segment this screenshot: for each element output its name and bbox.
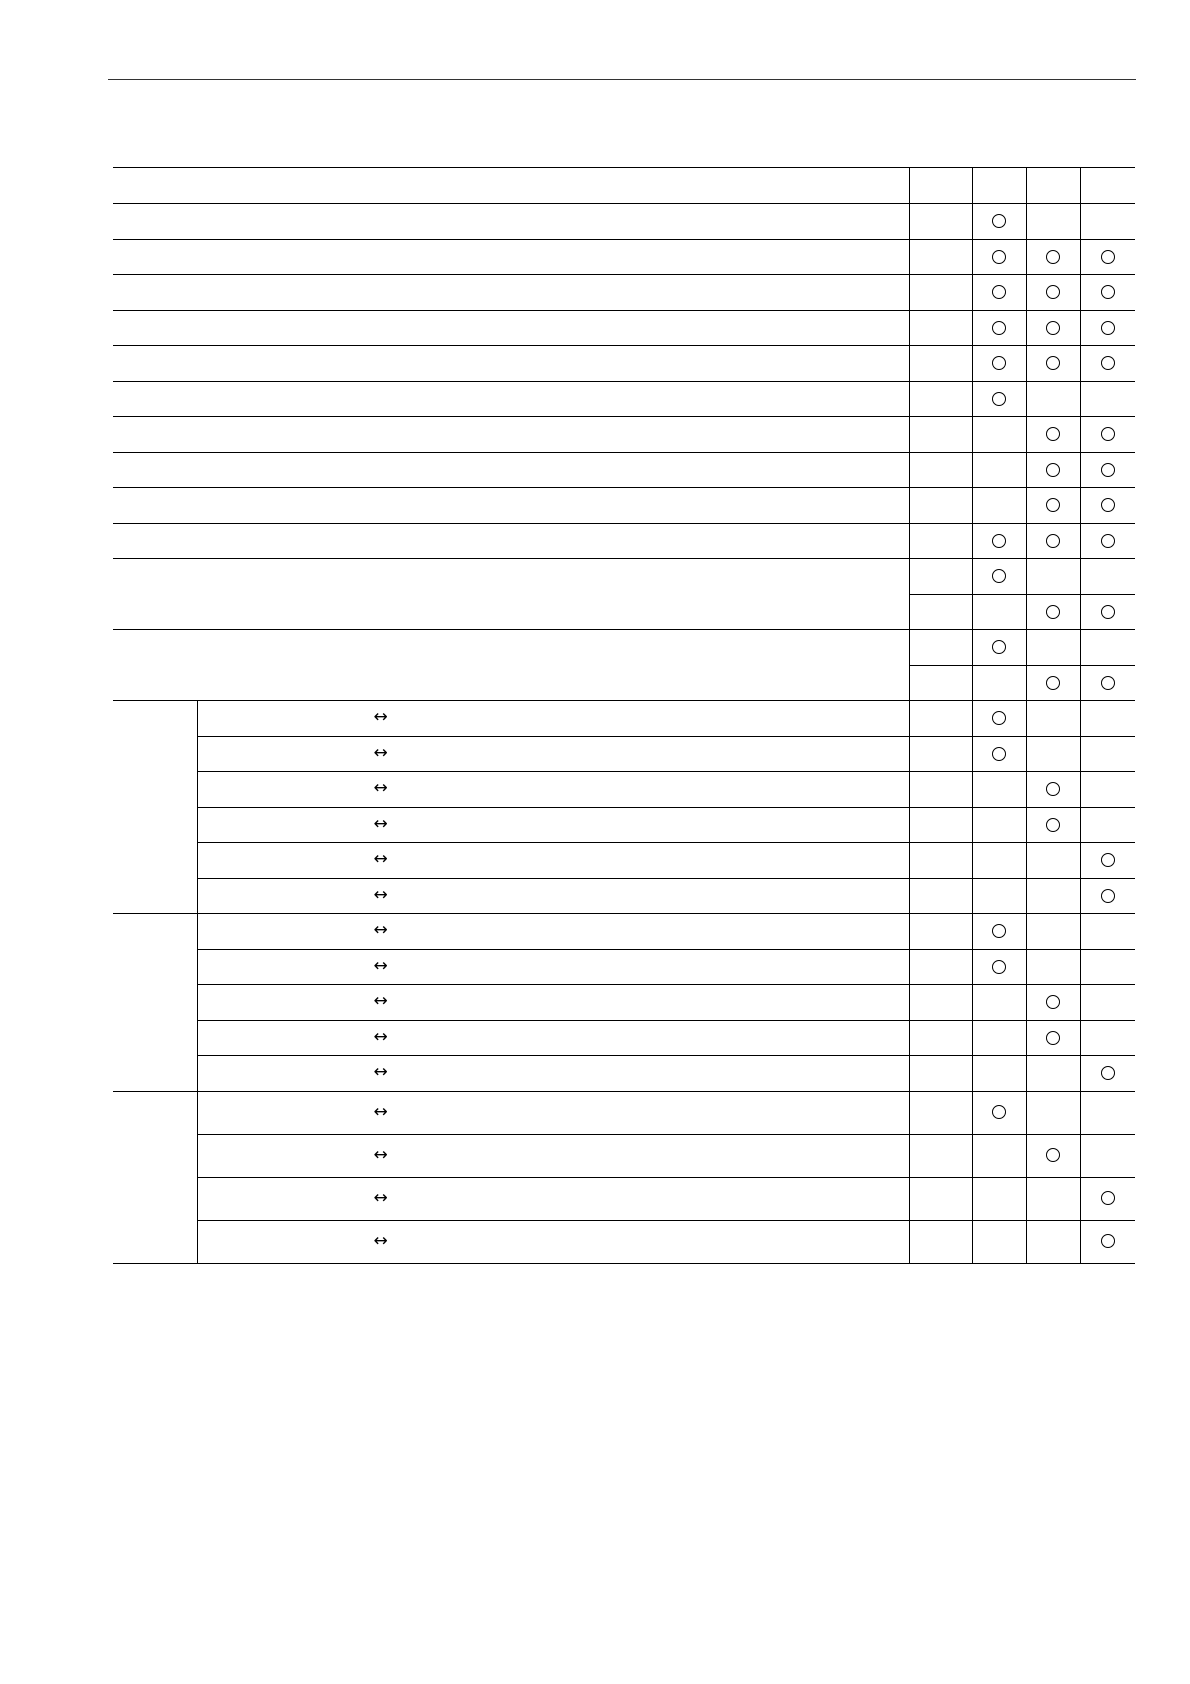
circle-mark-icon bbox=[1046, 463, 1060, 477]
mark-cell-2 bbox=[972, 985, 1026, 1021]
mark-cell-2 bbox=[972, 1056, 1026, 1092]
double-arrow-icon: ↔ bbox=[373, 1230, 388, 1251]
mark-cell-4 bbox=[1080, 914, 1135, 950]
double-arrow-icon: ↔ bbox=[373, 742, 388, 763]
circle-mark-icon bbox=[992, 250, 1006, 264]
mark-cell-1 bbox=[909, 985, 972, 1021]
circle-mark-icon bbox=[1101, 463, 1115, 477]
pair-description-cell bbox=[197, 949, 909, 985]
mark-cell-4 bbox=[1080, 310, 1135, 346]
header-description-cell bbox=[113, 168, 909, 204]
pair-description-cell bbox=[197, 772, 909, 808]
pair-description-cell bbox=[197, 1056, 909, 1092]
mark-cell-1 bbox=[909, 878, 972, 914]
mark-cell-4 bbox=[1080, 843, 1135, 879]
circle-mark-icon bbox=[1101, 1066, 1115, 1080]
circle-mark-icon bbox=[1046, 818, 1060, 832]
pair-description-cell bbox=[197, 985, 909, 1021]
mark-cell-2 bbox=[972, 1220, 1026, 1263]
circle-mark-icon bbox=[992, 640, 1006, 654]
table-row bbox=[113, 488, 1135, 524]
mark-cell-4 bbox=[1080, 1091, 1135, 1134]
mark-cell-4 bbox=[1080, 665, 1135, 701]
circle-mark-icon bbox=[1101, 356, 1115, 370]
mark-cell-1 bbox=[909, 949, 972, 985]
mark-cell-1 bbox=[909, 701, 972, 737]
mark-cell-3 bbox=[1026, 843, 1080, 879]
table-row bbox=[113, 275, 1135, 311]
row-description-cell bbox=[113, 630, 909, 701]
pair-description-cell bbox=[197, 843, 909, 879]
mark-cell-1 bbox=[909, 665, 972, 701]
mark-cell-4 bbox=[1080, 452, 1135, 488]
pair-description-cell bbox=[197, 701, 909, 737]
mark-cell-3 bbox=[1026, 1091, 1080, 1134]
circle-mark-icon bbox=[1101, 498, 1115, 512]
table-row bbox=[113, 523, 1135, 559]
mark-cell-2 bbox=[972, 275, 1026, 311]
mark-cell-2 bbox=[972, 1134, 1026, 1177]
table-row bbox=[113, 310, 1135, 346]
row-description-cell bbox=[113, 452, 909, 488]
mark-cell-4 bbox=[1080, 559, 1135, 595]
mark-cell-3 bbox=[1026, 949, 1080, 985]
mark-cell-1 bbox=[909, 630, 972, 666]
header-rule bbox=[108, 79, 1136, 80]
mark-cell-3 bbox=[1026, 275, 1080, 311]
mark-cell-4 bbox=[1080, 807, 1135, 843]
table-row bbox=[113, 346, 1135, 382]
row-description-cell bbox=[113, 239, 909, 275]
table-row bbox=[113, 1220, 1135, 1263]
mark-cell-1 bbox=[909, 523, 972, 559]
mark-cell-3 bbox=[1026, 488, 1080, 524]
mark-cell-4 bbox=[1080, 1020, 1135, 1056]
mark-cell-1 bbox=[909, 1020, 972, 1056]
table-row bbox=[113, 452, 1135, 488]
mark-cell-3 bbox=[1026, 914, 1080, 950]
mark-cell-2 bbox=[972, 523, 1026, 559]
mark-cell-3 bbox=[1026, 1177, 1080, 1220]
mark-cell-2 bbox=[972, 701, 1026, 737]
double-arrow-icon: ↔ bbox=[373, 1144, 388, 1165]
mark-cell-4 bbox=[1080, 523, 1135, 559]
circle-mark-icon bbox=[992, 569, 1006, 583]
pair-description-cell bbox=[197, 1134, 909, 1177]
mark-cell-4 bbox=[1080, 1220, 1135, 1263]
table-row bbox=[113, 1091, 1135, 1134]
circle-mark-icon bbox=[1101, 534, 1115, 548]
mark-cell-1 bbox=[909, 1091, 972, 1134]
row-description-cell bbox=[113, 346, 909, 382]
mark-cell-2 bbox=[972, 914, 1026, 950]
circle-mark-icon bbox=[1046, 995, 1060, 1009]
mark-cell-1 bbox=[909, 843, 972, 879]
double-arrow-icon: ↔ bbox=[373, 778, 388, 799]
column-header-1 bbox=[909, 168, 972, 204]
row-description-cell bbox=[113, 559, 909, 630]
table-row bbox=[113, 239, 1135, 275]
table-row bbox=[113, 630, 1135, 666]
circle-mark-icon bbox=[1046, 1148, 1060, 1162]
mark-cell-3 bbox=[1026, 346, 1080, 382]
circle-mark-icon bbox=[1101, 1234, 1115, 1248]
circle-mark-icon bbox=[992, 534, 1006, 548]
mark-cell-4 bbox=[1080, 1177, 1135, 1220]
mark-cell-3 bbox=[1026, 239, 1080, 275]
circle-mark-icon bbox=[992, 960, 1006, 974]
mark-cell-2 bbox=[972, 807, 1026, 843]
table-row bbox=[113, 1020, 1135, 1056]
table-row bbox=[113, 736, 1135, 772]
circle-mark-icon bbox=[1101, 1191, 1115, 1205]
mark-cell-3 bbox=[1026, 985, 1080, 1021]
mark-cell-4 bbox=[1080, 701, 1135, 737]
row-description-cell bbox=[113, 488, 909, 524]
pair-description-cell bbox=[197, 807, 909, 843]
circle-mark-icon bbox=[1101, 853, 1115, 867]
mark-cell-4 bbox=[1080, 878, 1135, 914]
mark-cell-2 bbox=[972, 452, 1026, 488]
mark-cell-2 bbox=[972, 204, 1026, 240]
pair-description-cell bbox=[197, 1020, 909, 1056]
table-row bbox=[113, 381, 1135, 417]
double-arrow-icon: ↔ bbox=[373, 955, 388, 976]
mark-cell-3 bbox=[1026, 807, 1080, 843]
circle-mark-icon bbox=[1101, 427, 1115, 441]
mark-cell-1 bbox=[909, 239, 972, 275]
double-arrow-icon: ↔ bbox=[373, 1026, 388, 1047]
mark-cell-2 bbox=[972, 559, 1026, 595]
circle-mark-icon bbox=[992, 392, 1006, 406]
mark-cell-2 bbox=[972, 1091, 1026, 1134]
mark-cell-2 bbox=[972, 310, 1026, 346]
table-row bbox=[113, 878, 1135, 914]
mark-cell-1 bbox=[909, 488, 972, 524]
mark-cell-1 bbox=[909, 452, 972, 488]
table-row bbox=[113, 985, 1135, 1021]
pair-description-cell bbox=[197, 1177, 909, 1220]
pair-description-cell bbox=[197, 736, 909, 772]
circle-mark-icon bbox=[1046, 676, 1060, 690]
mark-cell-2 bbox=[972, 772, 1026, 808]
circle-mark-icon bbox=[1046, 534, 1060, 548]
mark-cell-4 bbox=[1080, 488, 1135, 524]
mark-cell-2 bbox=[972, 843, 1026, 879]
mark-cell-4 bbox=[1080, 346, 1135, 382]
mark-cell-4 bbox=[1080, 594, 1135, 630]
circle-mark-icon bbox=[1101, 321, 1115, 335]
mark-cell-2 bbox=[972, 630, 1026, 666]
mark-cell-2 bbox=[972, 1177, 1026, 1220]
mark-cell-4 bbox=[1080, 239, 1135, 275]
circle-mark-icon bbox=[1046, 427, 1060, 441]
mark-cell-1 bbox=[909, 736, 972, 772]
mark-cell-3 bbox=[1026, 204, 1080, 240]
circle-mark-icon bbox=[1101, 676, 1115, 690]
mark-cell-2 bbox=[972, 665, 1026, 701]
circle-mark-icon bbox=[1046, 321, 1060, 335]
mark-cell-1 bbox=[909, 772, 972, 808]
mark-cell-2 bbox=[972, 417, 1026, 453]
mark-cell-3 bbox=[1026, 665, 1080, 701]
table-row bbox=[113, 1056, 1135, 1092]
row-description-cell bbox=[113, 381, 909, 417]
double-arrow-icon: ↔ bbox=[373, 920, 388, 941]
table-row bbox=[113, 843, 1135, 879]
mark-cell-3 bbox=[1026, 1134, 1080, 1177]
mark-cell-1 bbox=[909, 310, 972, 346]
mark-cell-3 bbox=[1026, 772, 1080, 808]
mark-cell-4 bbox=[1080, 1056, 1135, 1092]
circle-mark-icon bbox=[1046, 356, 1060, 370]
mark-cell-4 bbox=[1080, 275, 1135, 311]
table-row bbox=[113, 559, 1135, 595]
mark-cell-3 bbox=[1026, 559, 1080, 595]
mark-cell-1 bbox=[909, 1177, 972, 1220]
mark-cell-1 bbox=[909, 381, 972, 417]
mark-cell-3 bbox=[1026, 523, 1080, 559]
pair-description-cell bbox=[197, 1220, 909, 1263]
mark-cell-4 bbox=[1080, 204, 1135, 240]
mark-cell-3 bbox=[1026, 417, 1080, 453]
mark-cell-1 bbox=[909, 914, 972, 950]
mark-cell-1 bbox=[909, 559, 972, 595]
column-header-2 bbox=[972, 168, 1026, 204]
row-description-cell bbox=[113, 204, 909, 240]
row-description-cell bbox=[113, 310, 909, 346]
mark-cell-3 bbox=[1026, 878, 1080, 914]
circle-mark-icon bbox=[1046, 782, 1060, 796]
mark-cell-3 bbox=[1026, 736, 1080, 772]
mark-cell-1 bbox=[909, 275, 972, 311]
pair-description-cell bbox=[197, 1091, 909, 1134]
table-row bbox=[113, 772, 1135, 808]
circle-mark-icon bbox=[1046, 498, 1060, 512]
mark-cell-1 bbox=[909, 204, 972, 240]
mark-cell-2 bbox=[972, 878, 1026, 914]
mark-cell-4 bbox=[1080, 985, 1135, 1021]
mark-cell-4 bbox=[1080, 630, 1135, 666]
circle-mark-icon bbox=[1101, 250, 1115, 264]
double-arrow-icon: ↔ bbox=[373, 1101, 388, 1122]
mark-cell-4 bbox=[1080, 381, 1135, 417]
circle-mark-icon bbox=[1101, 889, 1115, 903]
circle-mark-icon bbox=[992, 214, 1006, 228]
mark-cell-2 bbox=[972, 239, 1026, 275]
pair-description-cell bbox=[197, 914, 909, 950]
mark-cell-3 bbox=[1026, 594, 1080, 630]
mark-cell-3 bbox=[1026, 1220, 1080, 1263]
circle-mark-icon bbox=[992, 356, 1006, 370]
row-description-cell bbox=[113, 275, 909, 311]
circle-mark-icon bbox=[1101, 605, 1115, 619]
column-header-4 bbox=[1080, 168, 1135, 204]
circle-mark-icon bbox=[1101, 285, 1115, 299]
double-arrow-icon: ↔ bbox=[373, 884, 388, 905]
applicability-matrix bbox=[113, 167, 1135, 1264]
circle-mark-icon bbox=[992, 285, 1006, 299]
mark-cell-3 bbox=[1026, 1056, 1080, 1092]
mark-cell-2 bbox=[972, 381, 1026, 417]
mark-cell-2 bbox=[972, 1020, 1026, 1056]
double-arrow-icon: ↔ bbox=[373, 707, 388, 728]
mark-cell-3 bbox=[1026, 452, 1080, 488]
mark-cell-1 bbox=[909, 1220, 972, 1263]
mark-cell-3 bbox=[1026, 630, 1080, 666]
double-arrow-icon: ↔ bbox=[373, 991, 388, 1012]
mark-cell-2 bbox=[972, 949, 1026, 985]
circle-mark-icon bbox=[992, 1105, 1006, 1119]
circle-mark-icon bbox=[1046, 605, 1060, 619]
mark-cell-1 bbox=[909, 346, 972, 382]
double-arrow-icon: ↔ bbox=[373, 1187, 388, 1208]
row-description-cell bbox=[113, 523, 909, 559]
mark-cell-3 bbox=[1026, 310, 1080, 346]
mark-cell-2 bbox=[972, 488, 1026, 524]
double-arrow-icon: ↔ bbox=[373, 849, 388, 870]
mark-cell-4 bbox=[1080, 1134, 1135, 1177]
circle-mark-icon bbox=[1046, 285, 1060, 299]
table-row bbox=[113, 204, 1135, 240]
mark-cell-2 bbox=[972, 346, 1026, 382]
group-label-cell bbox=[113, 914, 197, 1092]
table-header-row bbox=[113, 168, 1135, 204]
matrix-body bbox=[113, 168, 1135, 1264]
mark-cell-1 bbox=[909, 1134, 972, 1177]
table-row bbox=[113, 949, 1135, 985]
row-description-cell bbox=[113, 417, 909, 453]
mark-cell-4 bbox=[1080, 949, 1135, 985]
group-label-cell bbox=[113, 1091, 197, 1263]
column-header-3 bbox=[1026, 168, 1080, 204]
mark-cell-1 bbox=[909, 1056, 972, 1092]
pair-description-cell bbox=[197, 878, 909, 914]
mark-cell-3 bbox=[1026, 701, 1080, 737]
table-row bbox=[113, 1177, 1135, 1220]
circle-mark-icon bbox=[992, 711, 1006, 725]
mark-cell-2 bbox=[972, 736, 1026, 772]
circle-mark-icon bbox=[992, 924, 1006, 938]
table-row bbox=[113, 807, 1135, 843]
circle-mark-icon bbox=[1046, 1031, 1060, 1045]
table-row bbox=[113, 417, 1135, 453]
mark-cell-3 bbox=[1026, 381, 1080, 417]
double-arrow-icon: ↔ bbox=[373, 1062, 388, 1083]
mark-cell-4 bbox=[1080, 736, 1135, 772]
table-row bbox=[113, 701, 1135, 737]
mark-cell-1 bbox=[909, 417, 972, 453]
double-arrow-icon: ↔ bbox=[373, 813, 388, 834]
circle-mark-icon bbox=[992, 747, 1006, 761]
table-row bbox=[113, 1134, 1135, 1177]
circle-mark-icon bbox=[1046, 250, 1060, 264]
mark-cell-1 bbox=[909, 807, 972, 843]
table-row bbox=[113, 914, 1135, 950]
mark-cell-4 bbox=[1080, 417, 1135, 453]
circle-mark-icon bbox=[992, 321, 1006, 335]
mark-cell-2 bbox=[972, 594, 1026, 630]
mark-cell-1 bbox=[909, 594, 972, 630]
mark-cell-3 bbox=[1026, 1020, 1080, 1056]
group-label-cell bbox=[113, 701, 197, 914]
mark-cell-4 bbox=[1080, 772, 1135, 808]
